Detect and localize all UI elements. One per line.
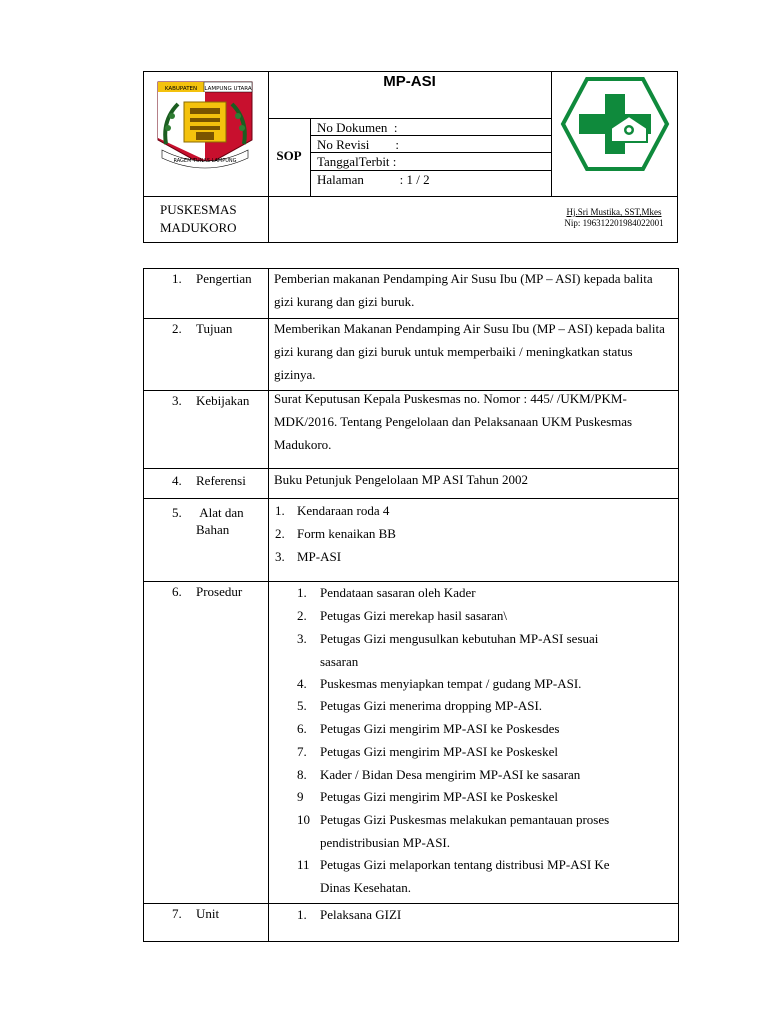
list-item: 8. Kader / Bidan Desa mengirim MP-ASI ke sasaran — [297, 767, 581, 782]
list-item: 4. Puskesmas menyiapkan tempat / gudang MP-ASI. — [297, 676, 582, 691]
list-item-continuation: Dinas Kesehatan. — [320, 880, 411, 895]
section-text-kebijakan: Surat Keputusan Kepala Puskesmas no. Nomor : 445/ /UKM/PKM-MDK/2016. Tentang Pengelolaan dan Pelaksanaan UKM Puskesmas Madukoro. — [274, 391, 633, 452]
puskesmas-emblem-icon — [559, 76, 671, 172]
document-title: MP-ASI — [383, 73, 436, 90]
org-line-1: PUSKESMAS — [160, 202, 237, 217]
list-item: 1. Pelaksana GIZI — [297, 907, 402, 922]
sop-label: SOP — [276, 148, 302, 163]
divider — [143, 196, 678, 197]
section-label-tujuan: 2. Tujuan — [172, 321, 233, 336]
list-item: 11 Petugas Gizi melaporkan tentang distribusi MP-ASI Ke — [297, 857, 610, 872]
divider — [551, 71, 552, 196]
tanggal-terbit: TanggalTerbit : — [317, 154, 397, 169]
section-text-pengertian: Pemberian makanan Pendamping Air Susu Ibu (MP – ASI) kepada balita gizi kurang dan gizi buruk. — [274, 271, 653, 309]
row-divider — [143, 498, 679, 499]
svg-text:LAMPUNG UTARA: LAMPUNG UTARA — [204, 86, 252, 92]
row-divider — [143, 581, 679, 582]
section-label-unit: 7. Unit — [172, 906, 220, 921]
list-item: 2. Form kenaikan BB — [275, 526, 396, 541]
org-line-2: MADUKORO — [160, 220, 237, 235]
section-label-alat-bahan: 5. Alat dan Bahan — [172, 505, 244, 537]
no-dokumen: No Dokumen : — [317, 120, 398, 135]
list-item: 6. Petugas Gizi mengirim MP-ASI ke Poskesdes — [297, 721, 560, 736]
signature-block — [552, 207, 676, 229]
svg-text:RAGEM TUNAS LAMPUNG: RAGEM TUNAS LAMPUNG — [173, 158, 237, 164]
divider — [268, 118, 551, 119]
section-label-prosedur: 6. Prosedur — [172, 584, 243, 599]
list-item-continuation: sasaran — [320, 654, 359, 669]
list-item: 1. Pendataan sasaran oleh Kader — [297, 585, 476, 600]
list-item: 1. Kendaraan roda 4 — [275, 503, 390, 518]
regency-logo-icon — [152, 80, 258, 172]
list-item: 3. MP-ASI — [275, 549, 342, 564]
list-item: 5. Petugas Gizi menerima dropping MP-ASI. — [297, 698, 543, 713]
list-item-continuation: pendistribusian MP-ASI. — [320, 835, 450, 850]
organization-name — [160, 201, 237, 237]
halaman: Halaman : 1 / 2 — [317, 172, 430, 187]
divider — [268, 268, 269, 942]
row-divider — [143, 903, 679, 904]
section-label-referensi: 4. Referensi — [172, 473, 246, 488]
svg-text:KABUPATEN: KABUPATEN — [164, 86, 198, 92]
signer-name: Hj.Sri Mustika, SST,Mkes — [566, 207, 662, 217]
list-item: 7. Petugas Gizi mengirim MP-ASI ke Poskeskel — [297, 744, 558, 759]
list-item: 9 Petugas Gizi mengirim MP-ASI ke Poskeskel — [297, 789, 558, 804]
signer-nip: Nip: 196312201984022001 — [564, 218, 664, 228]
section-label-kebijakan: 3. Kebijakan — [172, 393, 250, 408]
list-item: 3. Petugas Gizi mengusulkan kebutuhan MP-ASI sesuai — [297, 631, 599, 646]
section-label-pengertian: 1. Pengertian — [172, 271, 252, 286]
no-revisi: No Revisi : — [317, 137, 399, 152]
section-text-tujuan: Memberikan Makanan Pendamping Air Susu Ibu (MP – ASI) kepada balita gizi kurang dan gizi buruk untuk memperbaiki / meningkatkan status gizinya. — [274, 321, 665, 382]
section-text-referensi: Buku Petunjuk Pengelolaan MP ASI Tahun 2002 — [274, 472, 529, 487]
divider — [310, 118, 311, 196]
list-item: 2. Petugas Gizi merekap hasil sasaran\ — [297, 608, 507, 623]
list-item: 10 Petugas Gizi Puskesmas melakukan pemantauan proses — [297, 812, 610, 827]
